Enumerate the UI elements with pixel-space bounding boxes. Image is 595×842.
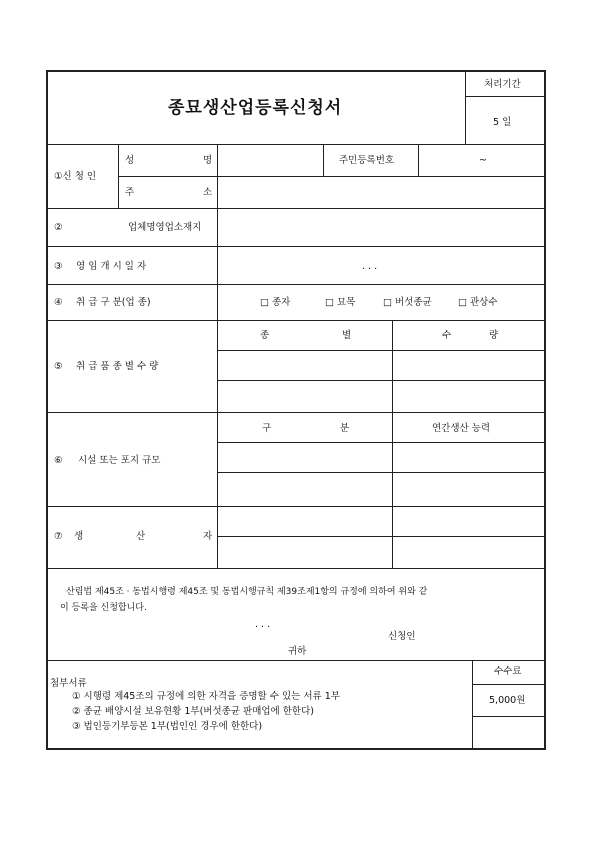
- facility-capacity-cell-1[interactable]: [394, 444, 544, 471]
- fee-value: 5,000원: [489, 695, 526, 706]
- processing-period-label: 처리기간: [484, 79, 521, 90]
- producer-cell-4[interactable]: [394, 538, 544, 567]
- application-date[interactable]: . . .: [255, 619, 271, 630]
- declaration-line-2: 이 등록을 신청합니다.: [60, 603, 147, 613]
- applicant-label: ①신 청 인: [54, 171, 97, 182]
- start-date-label: 영 임 개 시 일 자: [76, 261, 147, 272]
- attachments-title: 첨부서류: [50, 678, 87, 689]
- items-quantity-cell-1[interactable]: [394, 352, 544, 379]
- fee-label: 수수료: [494, 666, 522, 677]
- producer-cell-3[interactable]: [219, 538, 391, 567]
- facility-capacity-cell-2[interactable]: [394, 474, 544, 505]
- facility-label: 시설 또는 포지 규모: [78, 455, 161, 466]
- address-label-b: 소: [203, 187, 213, 198]
- start-date-number: ③: [54, 261, 63, 272]
- facility-category-header-a: 구: [262, 423, 272, 434]
- items-quantity-header-b: 량: [489, 330, 499, 341]
- addressee-label: 귀하: [288, 646, 307, 657]
- items-species-cell-2[interactable]: [219, 382, 391, 411]
- facility-number: ⑥: [54, 455, 63, 466]
- type-option-ornamental-checkbox[interactable]: □ 관상수: [458, 297, 498, 308]
- items-species-header-a: 종: [260, 330, 270, 341]
- resident-number-label: 주민등록번호: [339, 155, 395, 166]
- producer-label-c: 자: [203, 531, 213, 542]
- business-type-label: 취 급 구 분(업 종): [76, 297, 151, 308]
- type-option-mushroom-checkbox[interactable]: □ 버섯종균: [383, 297, 432, 308]
- producer-cell-1[interactable]: [219, 508, 391, 535]
- business-type-number: ④: [54, 297, 63, 308]
- items-species-header-b: 별: [342, 330, 352, 341]
- address-label-a: 주: [125, 187, 135, 198]
- facility-category-cell-2[interactable]: [219, 474, 391, 505]
- declaration-line-1: 산림법 제45조 · 동법시행령 제45조 및 동법시행규칙 제39조제1항의 규정에 의하여 위와 같: [66, 587, 428, 597]
- name-label-a: 성: [125, 155, 135, 166]
- items-species-cell-1[interactable]: [219, 352, 391, 379]
- applicant-signature-label: 신청인: [388, 631, 416, 642]
- name-label-b: 명: [203, 155, 213, 166]
- facility-category-header-b: 분: [340, 423, 350, 434]
- address-field[interactable]: [219, 178, 543, 206]
- type-option-seedling-checkbox[interactable]: □ 묘목: [325, 297, 356, 308]
- type-option-seed-checkbox[interactable]: □ 종자: [260, 297, 291, 308]
- facility-capacity-header: 연간생산 능력: [432, 423, 491, 434]
- items-quantity-header-a: 수: [442, 330, 452, 341]
- attachment-item-1: ① 시행령 제45조의 규정에 의한 자격을 증명할 수 있는 서류 1부: [72, 691, 340, 702]
- business-location-field[interactable]: [219, 210, 543, 244]
- attachment-item-3: ③ 법인등기부등본 1부(법인인 경우에 한한다): [72, 721, 263, 732]
- items-quantity-cell-2[interactable]: [394, 382, 544, 411]
- name-field[interactable]: [219, 146, 321, 174]
- business-number: ②: [54, 222, 63, 233]
- items-label: 취 급 품 종 별 수 량: [76, 361, 159, 372]
- start-date-field[interactable]: . . .: [362, 261, 378, 272]
- processing-period-value: 5 일: [493, 117, 512, 128]
- producer-cell-2[interactable]: [394, 508, 544, 535]
- items-number: ⑤: [54, 361, 63, 372]
- resident-number-field[interactable]: ~: [479, 155, 487, 166]
- facility-category-cell-1[interactable]: [219, 444, 391, 471]
- form-title: 종묘생산업등록신청서: [168, 98, 343, 118]
- producer-number: ⑦: [54, 531, 63, 542]
- business-location-label: 업체명영업소재지: [128, 222, 202, 233]
- attachment-item-2: ② 종균 배양시설 보유현황 1부(버섯종균 판매업에 한한다): [72, 706, 314, 717]
- producer-label-b: 산: [136, 531, 146, 542]
- producer-label-a: 생: [74, 531, 84, 542]
